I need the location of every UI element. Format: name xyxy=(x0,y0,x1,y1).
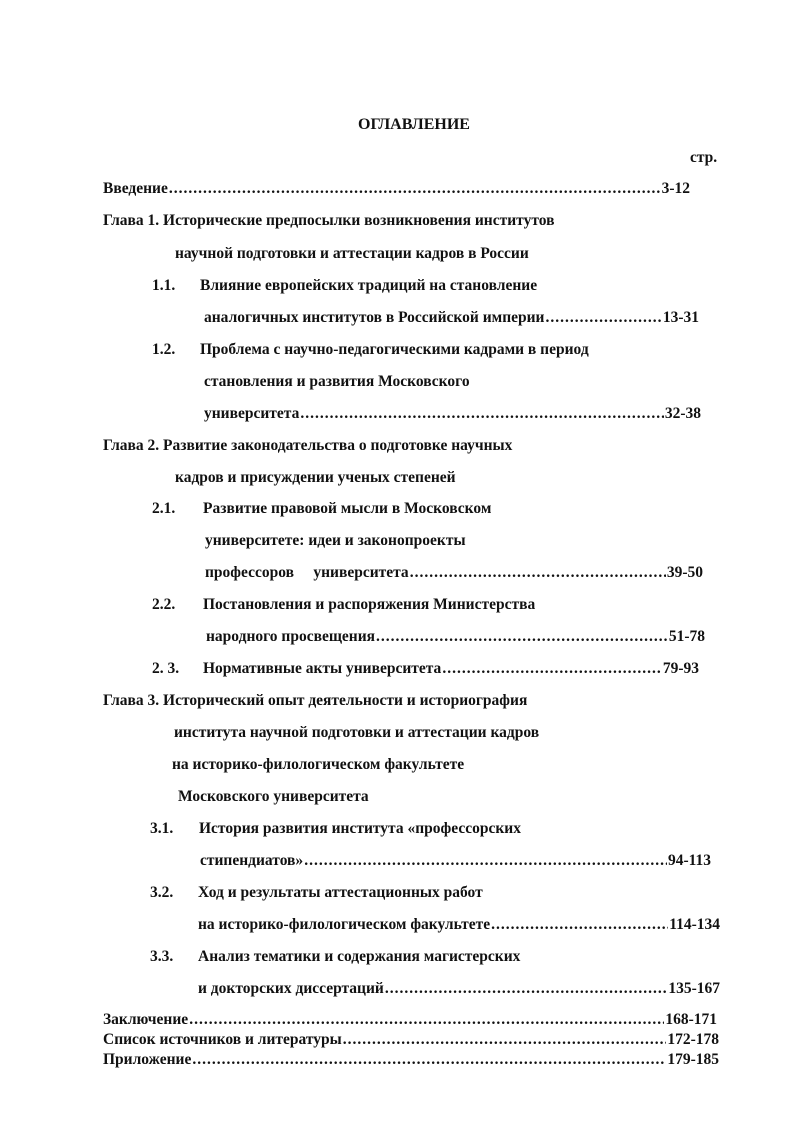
page-column-label: стр. xyxy=(690,149,718,166)
toc-entry-label: Список источников и литературы xyxy=(103,1031,342,1048)
toc-entry-3-2[interactable] xyxy=(198,916,720,934)
toc-entry-pages: 114-134 xyxy=(669,916,720,933)
chapter-3-title-line3: на историко-филологическом факультете xyxy=(172,756,465,773)
toc-entry-intro[interactable] xyxy=(103,180,690,198)
toc-entry-label: Заключение xyxy=(103,1011,189,1028)
toc-entry-1-2[interactable] xyxy=(204,405,701,423)
section-number: 2.1. xyxy=(152,500,176,517)
toc-entry-2-3[interactable] xyxy=(203,660,699,678)
chapter-1-title-line2: научной подготовки и аттестации кадров в России xyxy=(175,245,529,262)
section-title-line1[interactable]: Влияние европейских традиций на становление xyxy=(200,277,538,294)
section-title-line1[interactable]: Проблема с научно-педагогическими кадрами в период xyxy=(200,341,589,358)
section-title-line1[interactable]: Ход и результаты аттестационных работ xyxy=(198,884,483,901)
toc-entry-label: профессоров университета xyxy=(205,564,409,581)
toc-entry-appendix[interactable] xyxy=(103,1051,719,1069)
section-number: 3.3. xyxy=(150,948,174,965)
section-title-line1[interactable]: Постановления и распоряжения Министерства xyxy=(203,596,536,613)
toc-entry-pages: 13-31 xyxy=(662,309,699,326)
toc-entry-label: стипендиатов» xyxy=(200,852,304,869)
toc-entry-pages: 32-38 xyxy=(664,405,701,422)
toc-entry-label: Введение xyxy=(103,180,168,197)
section-title-line1[interactable]: Анализ тематики и содержания магистерских xyxy=(198,948,521,965)
chapter-1-title-line1[interactable]: Глава 1. Исторические предпосылки возникновения институтов xyxy=(103,212,555,229)
toc-entry-pages: 168-171 xyxy=(665,1011,717,1028)
chapter-3-title-line2: института научной подготовки и аттестации кадров xyxy=(174,724,540,741)
chapter-2-title-line2: кадров и присуждении ученых степеней xyxy=(175,469,456,486)
toc-entry-label: народного просвещения xyxy=(206,628,376,645)
toc-entry-label: на историко-филологическом факультете xyxy=(198,916,491,933)
toc-entry-3-3[interactable] xyxy=(198,980,720,998)
toc-entry-pages: 79-93 xyxy=(662,660,699,677)
chapter-2-title-line1[interactable]: Глава 2. Развитие законодательства о подготовке научных xyxy=(103,437,513,454)
toc-entry-pages: 135-167 xyxy=(668,980,720,997)
leader-dots xyxy=(189,1011,664,1029)
toc-entry-conclusion[interactable] xyxy=(103,1011,717,1029)
toc-entry-label: аналогичных институтов в Российской империи xyxy=(204,309,545,326)
toc-entry-1-1[interactable] xyxy=(204,309,699,327)
toc-entry-pages: 3-12 xyxy=(661,180,690,197)
toc-entry-pages: 179-185 xyxy=(667,1051,719,1068)
section-number: 2. 3. xyxy=(152,660,180,677)
section-number: 1.2. xyxy=(152,341,176,358)
chapter-3-title-line4: Московского университета xyxy=(178,788,369,805)
section-number: 3.1. xyxy=(150,820,174,837)
leader-dots xyxy=(169,180,661,198)
leader-dots xyxy=(304,852,667,870)
leader-dots xyxy=(192,1051,666,1069)
leader-dots xyxy=(491,916,668,934)
toc-entry-pages: 51-78 xyxy=(668,628,705,645)
section-title-line2: университете: идеи и законопроекты xyxy=(205,532,466,549)
leader-dots xyxy=(546,309,662,327)
section-title-line1[interactable]: Развитие правовой мысли в Московском xyxy=(203,500,492,517)
toc-entry-label: и докторских диссертаций xyxy=(198,980,384,997)
toc-entry-sources[interactable] xyxy=(103,1031,719,1049)
chapter-3-title-line1[interactable]: Глава 3. Исторический опыт деятельности и историография xyxy=(103,692,528,709)
section-number: 2.2. xyxy=(152,596,176,613)
leader-dots xyxy=(410,564,666,582)
leader-dots xyxy=(300,405,663,423)
leader-dots xyxy=(376,628,668,646)
toc-entry-pages: 172-178 xyxy=(667,1031,719,1048)
section-number: 3.2. xyxy=(150,884,174,901)
section-title-line1[interactable]: История развития института «профессорских xyxy=(199,820,521,837)
toc-entry-label: Приложение xyxy=(103,1051,192,1068)
toc-entry-label: университета xyxy=(204,405,300,422)
leader-dots xyxy=(385,980,667,998)
toc-entry-pages: 94-113 xyxy=(667,852,711,869)
toc-entry-pages: 39-50 xyxy=(666,564,703,581)
leader-dots xyxy=(343,1031,667,1049)
toc-entry-label: Нормативные акты университета xyxy=(203,660,442,677)
leader-dots xyxy=(442,660,662,678)
section-number: 1.1. xyxy=(152,277,176,294)
toc-entry-3-1[interactable] xyxy=(200,852,711,870)
toc-title: ОГЛАВЛЕНИЕ xyxy=(358,116,470,133)
toc-entry-2-2[interactable] xyxy=(206,628,705,646)
toc-entry-2-1[interactable] xyxy=(205,564,703,582)
section-title-line2: становления и развития Московского xyxy=(204,373,470,390)
